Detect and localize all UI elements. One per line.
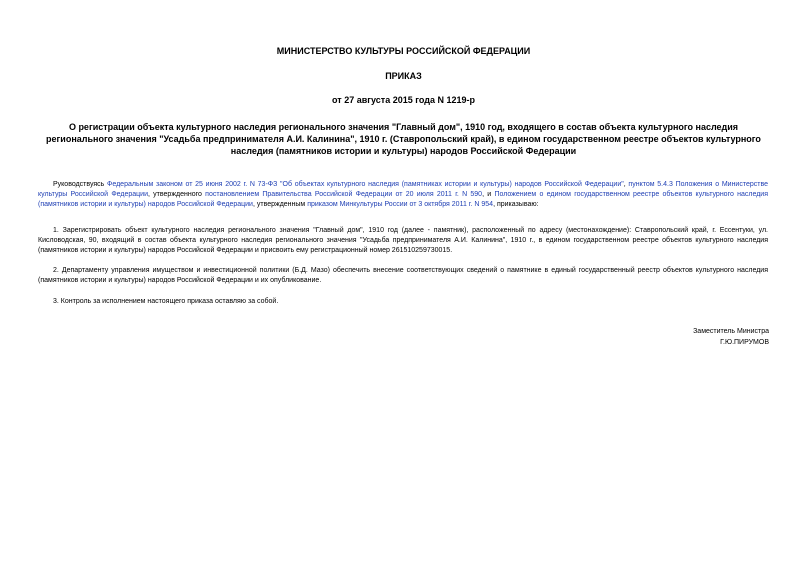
government-decree-link[interactable]: постановлением Правительства Российской Федерации от 20 июля 2011 г. N 590: [205, 191, 483, 198]
registry-regulation-link[interactable]: Положением о едином государственном реестре объектов культурного наследия (памятников истории и культуры) народов Российской Федерации: [38, 191, 768, 208]
order-item-3: 3. Контроль за исполнением настоящего приказа оставляю за собой.: [53, 298, 279, 305]
ministry-order-link[interactable]: приказом Минкультуры России от 3 октября 2011 г. N 954: [307, 201, 494, 208]
order-item-1: 1. Зарегистрировать объект культурного наследия регионального значения "Главный дом", 1910 год (далее - памятник), расположенный по адресу (местонахождение): Ставропольский край, г. Ессентуки, ул. Кисловодская, 90, входящий в состав объекта культурного наследия регионального значения "Усадьба предпринимателя А.И. Калинина", 1910 г., в едином государственном реестре объектов культурного наследия (памятников истории и культуры) народов Российской Федерации и присвоить ему регистрационный номер 261510259730015.: [38, 227, 768, 254]
preamble-text: , приказываю:: [493, 201, 539, 208]
signatory-name: Г.Ю.ПИРУМОВ: [720, 339, 769, 346]
signatory-position: Заместитель Министра: [693, 328, 769, 335]
ministry-regulation-link[interactable]: пунктом 5.4.3 Положения о Министерстве культуры Российской Федерации: [38, 181, 768, 198]
document-type: ПРИКАЗ: [385, 71, 422, 81]
preamble-paragraph: [38, 180, 768, 210]
order-item-2: 2. Департаменту управления имуществом и инвестиционной политики (Б.Д. Мазо) обеспечить внесение соответствующих сведений о памятнике в единый государственный реестр объектов культурного наследия (памятников истории и культуры) народов Российской Федерации и их опубликование.: [38, 267, 768, 284]
preamble-text: , и: [482, 191, 495, 198]
preamble-text: , утвержденного: [147, 191, 206, 198]
ministry-heading: МИНИСТЕРСТВО КУЛЬТУРЫ РОССИЙСКОЙ ФЕДЕРАЦИИ: [276, 46, 531, 56]
federal-law-link[interactable]: Федеральным законом от 25 июня 2002 г. N 73-ФЗ "Об объектах культурного наследия (памятниках истории и культуры) народов Российской Федерации": [107, 181, 624, 188]
preamble-text: , утвержденным: [252, 201, 308, 208]
preamble-text: Руководствуясь: [53, 181, 108, 188]
date-and-number: от 27 августа 2015 года N 1219-р: [332, 95, 475, 105]
document-title: О регистрации объекта культурного наследия регионального значения "Главный дом", 1910 год, входящего в состав объекта культурного наследия регионального значения "Усадьба предпринимателя А.И. Калинина", 1910 г. (Ставропольский край), в едином государственном реестре объектов культурного наследия (памятников истории и культуры) народов Российской Федерации: [46, 122, 761, 156]
preamble-text: ,: [623, 181, 629, 188]
